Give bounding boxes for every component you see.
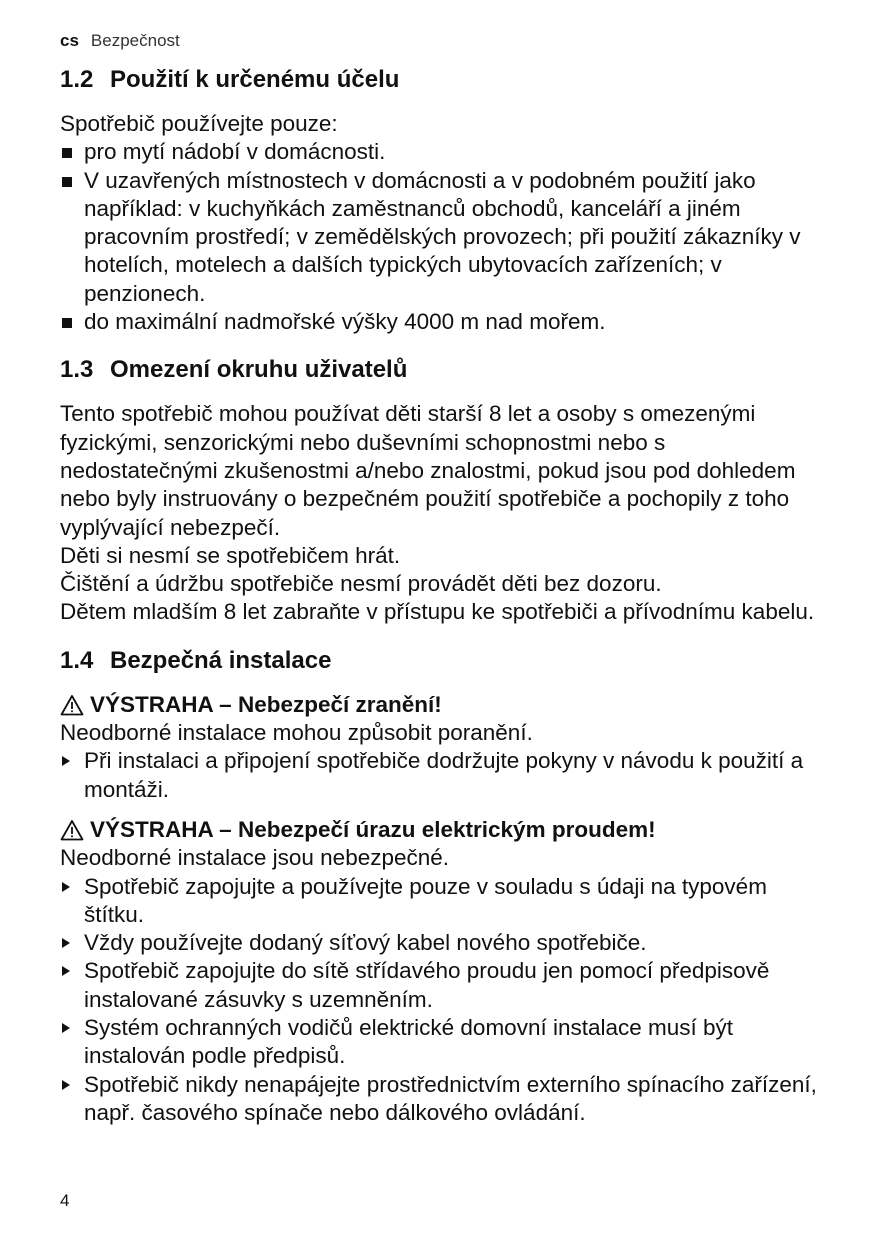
warning-title: VÝSTRAHA – Nebezpečí zranění! xyxy=(60,691,820,719)
usage-list xyxy=(60,138,820,336)
list-item: Při instalaci a připojení spotřebiče dodržujte pokyny v návodu k použití a montáži. xyxy=(60,747,820,804)
arrow-bullet-icon xyxy=(62,882,70,892)
list-item: Spotřebič zapojujte a používejte pouze v souladu s údaji na typovém štítku. xyxy=(60,873,820,930)
warning-electric-shock xyxy=(60,816,820,1127)
section-title: Bezpečná instalace xyxy=(110,646,332,674)
list-item: Spotřebič zapojujte do sítě střídavého proudu jen pomocí předpisově instalované zásuvky s uzemněním. xyxy=(60,957,820,1014)
section-intro: Spotřebič používejte pouze: xyxy=(60,111,338,136)
section-title: Omezení okruhu uživatelů xyxy=(110,356,408,384)
arrow-bullet-icon xyxy=(62,756,70,766)
instruction-list xyxy=(60,873,820,1128)
page-number: 4 xyxy=(60,1191,70,1210)
list-item: pro mytí nádobí v domácnosti. xyxy=(60,138,820,166)
language-code: cs xyxy=(60,31,79,50)
paragraph: Děti si nesmí se spotřebičem hrát. xyxy=(60,542,401,568)
warning-description: Neodborné instalace jsou nebezpečné. xyxy=(60,845,450,871)
section-number: 1.3 xyxy=(60,356,94,384)
section-user-restrictions xyxy=(60,354,820,626)
section-number: 1.4 xyxy=(60,646,94,674)
paragraph: Čištění a údržbu spotřebiče nesmí provádět děti bez dozoru. xyxy=(60,571,662,597)
section-heading xyxy=(60,64,820,96)
section-heading xyxy=(60,354,820,386)
warning-description: Neodborné instalace mohou způsobit poranění. xyxy=(60,720,533,746)
square-bullet-icon xyxy=(62,318,72,328)
paragraph: Dětem mladším 8 let zabraňte v přístupu ke spotřebiči a přívodnímu kabelu. xyxy=(60,599,815,625)
document-page xyxy=(60,28,820,1145)
section-heading xyxy=(60,645,820,677)
section-number: 1.2 xyxy=(60,66,94,93)
arrow-bullet-icon xyxy=(62,1080,70,1090)
list-item: do maximální nadmořské výšky 4000 m nad mořem. xyxy=(60,308,820,336)
paragraph: Tento spotřebič mohou používat děti starší 8 let a osoby s omezenými fyzickými, senzorickými nebo duševními schopnostmi nebo s nedostatečnými zkušenostmi a/nebo znalostmi, pokud jsou pod dohledem nebo byly instruovány o bezpečném použití spotřebiče a pochopily z toho vyplývající nebezpečí. xyxy=(60,401,796,540)
square-bullet-icon xyxy=(62,148,72,158)
square-bullet-icon xyxy=(62,177,72,187)
arrow-bullet-icon xyxy=(62,1023,70,1033)
arrow-bullet-icon xyxy=(62,938,70,948)
instruction-list xyxy=(60,747,820,804)
section-title: Použití k určenému účelu xyxy=(110,66,400,93)
list-item: Vždy používejte dodaný síťový kabel nového spotřebiče. xyxy=(60,929,820,957)
section-safe-installation xyxy=(60,645,820,1127)
running-header xyxy=(60,28,820,54)
warning-triangle-icon xyxy=(60,819,84,841)
section-intended-use xyxy=(60,64,820,336)
list-item: V uzavřených místnostech v domácnosti a v podobném použití jako například: v kuchyňkách zaměstnanců obchodů, kanceláří a jiném pracovním prostředí; v zemědělských provozech; při použití zákazníky v hotelích, motelech a dalších typických ubytovacích zařízeních; v penzionech. xyxy=(60,167,820,308)
list-item: Systém ochranných vodičů elektrické domovní instalace musí být instalován podle předpisů. xyxy=(60,1014,820,1071)
list-item: Spotřebič nikdy nenapájejte prostřednictvím externího spínacího zařízení, např. časového spínače nebo dálkového ovládání. xyxy=(60,1071,820,1128)
warning-title: VÝSTRAHA – Nebezpečí úrazu elektrickým proudem! xyxy=(60,816,820,844)
arrow-bullet-icon xyxy=(62,966,70,976)
warning-injury xyxy=(60,691,820,804)
warning-triangle-icon xyxy=(60,694,84,716)
header-section-name: Bezpečnost xyxy=(90,31,180,50)
